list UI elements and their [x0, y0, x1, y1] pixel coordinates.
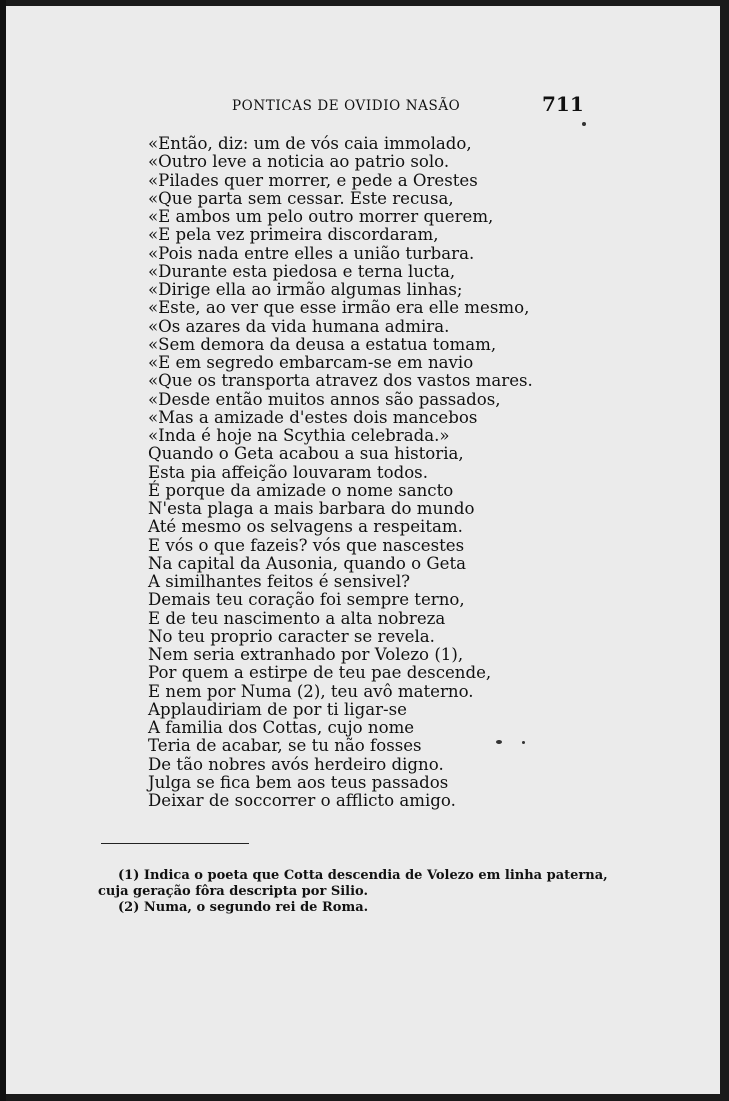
- footnote-2: (2) Numa, o segundo rei de Roma.: [118, 900, 369, 915]
- running-title: PONTICAS DE OVIDIO NASÃO: [232, 98, 461, 114]
- verse-line: «Então, diz: um de vós caia immolado,: [148, 134, 472, 153]
- verse-line: Esta pia affeição louvaram todos.: [148, 462, 428, 482]
- verse-line: «Este, ao ver que esse irmão era elle mesmo,: [148, 298, 530, 318]
- verse-line: «Inda é hoje na Scythia celebrada.»: [148, 426, 450, 445]
- scan-speck: [522, 741, 525, 744]
- verse-line: «Outro leve a noticia ao patrio solo.: [148, 152, 450, 172]
- verse-line: A familia dos Cottas, cujo nome: [148, 718, 415, 737]
- verse-line: «Desde então muitos annos são passados,: [148, 389, 501, 409]
- verse-line: Quando o Geta acabou a sua historia,: [148, 444, 464, 464]
- page-header: [6, 92, 720, 120]
- book-page: [6, 6, 720, 1094]
- verse-line: Applaudiriam de por ti ligar-se: [148, 699, 407, 719]
- verse-line: «E pela vez primeira discordaram,: [148, 225, 439, 245]
- scan-speck: [582, 122, 586, 126]
- verse-line: «Que parta sem cessar. Este recusa,: [148, 188, 454, 208]
- verse-line: É porque da amizade o nome sancto: [148, 480, 454, 500]
- verse-line: Na capital da Ausonia, quando o Geta: [148, 553, 467, 573]
- verse-line: Por quem a estirpe de teu pae descende,: [148, 663, 492, 683]
- footnotes: [98, 868, 688, 916]
- verse-line: «E em segredo embarcam-se em navio: [148, 353, 474, 372]
- verse-line: «Durante esta piedosa e terna lucta,: [148, 261, 456, 281]
- verse-line: E vós o que fazeis? vós que nascestes: [148, 535, 465, 555]
- footnote-separator: [101, 843, 249, 844]
- footnote-1: (1) Indica o poeta que Cotta descendia de Volezo em linha paterna,: [118, 868, 608, 883]
- verse-line: Julga se fica bem aos teus passados: [148, 772, 449, 792]
- verse-line: «Os azares da vida humana admira.: [148, 316, 450, 336]
- verse-line: E nem por Numa (2), teu avô materno.: [148, 681, 474, 701]
- verse-line: «Pois nada entre elles a união turbara.: [148, 243, 475, 263]
- verse-line: A similhantes feitos é sensivel?: [148, 572, 411, 591]
- verse-line: «Dirige ella ao irmão algumas linhas;: [148, 280, 463, 299]
- verse-line: N'esta plaga a mais barbara do mundo: [148, 499, 475, 518]
- page-number: 711: [542, 92, 584, 116]
- verse-line: «Pilades quer morrer, e pede a Orestes: [148, 170, 478, 190]
- verse-line: «Mas a amizade d'estes dois mancebos: [148, 407, 478, 427]
- poem-text: [148, 135, 668, 810]
- verse-line: Teria de acabar, se tu não fosses: [148, 736, 422, 756]
- scan-speck: [496, 740, 502, 744]
- verse-line: «Que os transporta atravez dos vastos mares.: [148, 371, 533, 391]
- verse-line: De tão nobres avós herdeiro digno.: [148, 754, 444, 774]
- verse-line: «E ambos um pelo outro morrer querem,: [148, 207, 494, 226]
- verse-line: No teu proprio caracter se revela.: [148, 626, 435, 646]
- verse-line: Deixar de soccorrer o afflicto amigo.: [148, 791, 456, 810]
- verse-line: E de teu nascimento a alta nobreza: [148, 608, 446, 628]
- footnote-1-continuation: cuja geração fôra descripta por Silio.: [98, 884, 368, 899]
- verse-line: Demais teu coração foi sempre terno,: [148, 590, 465, 610]
- verse-line: «Sem demora da deusa a estatua tomam,: [148, 334, 497, 354]
- verse-line: Nem seria extranhado por Volezo (1),: [148, 645, 464, 664]
- verse-line: Até mesmo os selvagens a respeitam.: [148, 517, 463, 537]
